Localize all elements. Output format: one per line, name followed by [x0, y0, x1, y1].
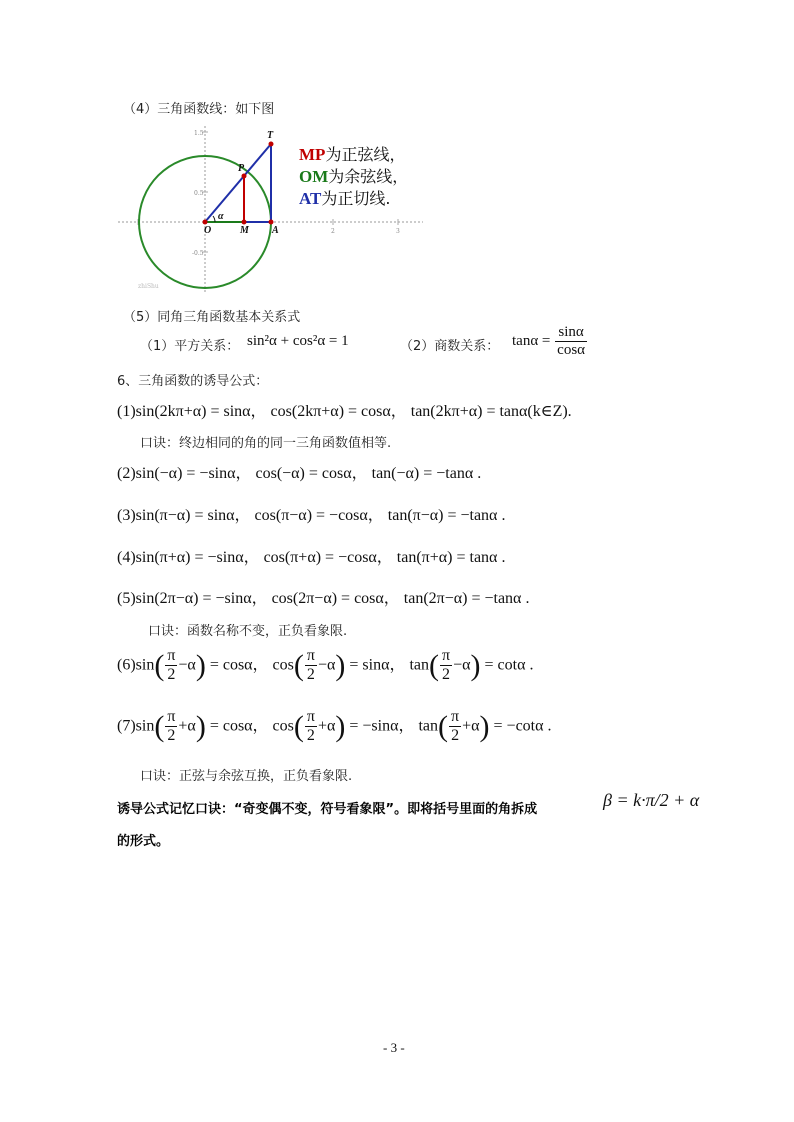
formula-4: (4)sin(π+α) = −sinα， cos(π+α) = −cosα， tan(π+α) = tanα .	[117, 549, 506, 566]
tick-y-mid: 0.5	[194, 190, 204, 197]
mnemonic-3: 口诀：正弦与余弦互换，正负看象限.	[140, 769, 353, 784]
square-relation-formula: sin²α + cos²α = 1	[247, 333, 349, 349]
page-number: - 3 -	[383, 1040, 405, 1055]
watermark: zhiShu	[138, 283, 159, 290]
square-relation-label: （1）平方关系：	[140, 339, 240, 354]
formula-2: (2)sin(−α) = −sinα， cos(−α) = cosα， tan(−α) = −tanα .	[117, 465, 482, 482]
tick-x-3: 3	[396, 228, 400, 235]
formula-3: (3)sin(π−α) = sinα， cos(π−α) = −cosα， tan(π−α) = −tanα .	[117, 507, 506, 524]
point-o-label: O	[204, 225, 212, 236]
section4-heading: （4）三角函数线：如下图	[123, 102, 275, 117]
point-m-label: M	[240, 225, 249, 236]
mnemonic-2: 口诀：函数名称不变，正负看象限.	[148, 624, 348, 639]
legend-mp: MP为正弦线，	[299, 145, 406, 164]
trig-line-legend	[299, 144, 408, 210]
quotient-relation-formula: tanα = $\frac{\sin\alpha}{\cos\alpha}$	[512, 324, 586, 359]
point-p-label: P	[238, 163, 245, 174]
section6-heading: 6、三角函数的诱导公式：	[117, 374, 269, 389]
memo-formula: β = k·π/2 + α	[603, 790, 700, 810]
tick-y-top: 1.5	[194, 130, 204, 137]
tick-x-2: 2	[331, 228, 335, 235]
mnemonic-1: 口诀：终边相同的角的同一三角函数值相等.	[140, 436, 392, 451]
legend-om: OM为余弦线，	[299, 167, 409, 186]
point-a-label: A	[272, 225, 279, 236]
angle-alpha-label: α	[218, 211, 224, 222]
legend-at: AT为正切线.	[299, 189, 391, 208]
formula-7: (7)sin( $\frac{\pi}{2}$ +α) = cosα， cos( $\frac{\pi}{2}$ +α) = −sinα， tan( $\frac{\pi}{2}$ +α) = −cotα .	[117, 708, 552, 745]
formula-5: (5)sin(2π−α) = −sinα， cos(2π−α) = cosα， tan(2π−α) = −tanα .	[117, 590, 530, 607]
memo-line-2: 的形式。	[117, 834, 170, 849]
memo-line-1: 诱导公式记忆口诀：“奇变偶不变，符号看象限”。即将括号里面的角拆成	[117, 802, 538, 817]
tick-y-neg: -0.5	[192, 250, 204, 257]
terminal-ray-ot	[205, 144, 271, 222]
formula-6: (6)sin( $\frac{\pi}{2}$ −α) = cosα， cos( $\frac{\pi}{2}$ −α) = sinα， tan( $\frac{\pi}{2}$ −α) = cotα .	[117, 647, 534, 684]
point-t-label: T	[267, 130, 274, 141]
section5-heading: （5）同角三角函数基本关系式	[123, 310, 301, 325]
quotient-relation-label: （2）商数关系：	[400, 339, 500, 354]
formula-1: (1)sin(2kπ+α) = sinα， cos(2kπ+α) = cosα， tan(2kπ+α) = tanα(k∈Z).	[117, 403, 572, 420]
unit-circle-figure	[118, 122, 428, 294]
